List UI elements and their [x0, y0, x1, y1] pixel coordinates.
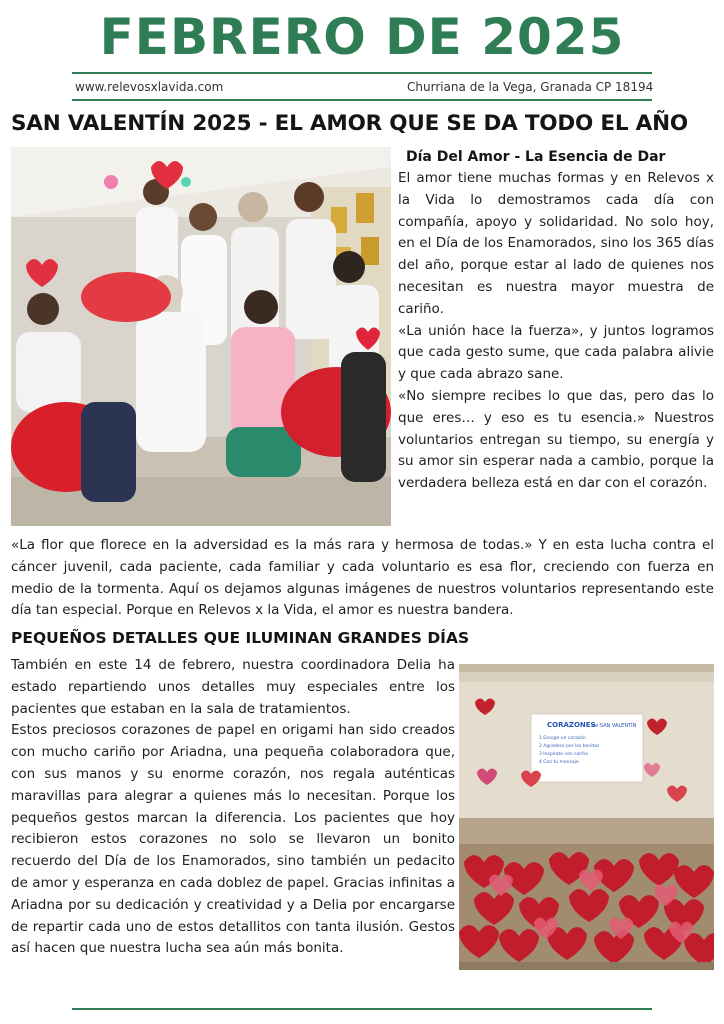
top-rule	[72, 72, 652, 74]
card-subtitle: de SAN VALENTÍN	[592, 723, 637, 729]
section-heading: PEQUEÑOS DETALLES QUE ILUMINAN GRANDES DÍAS	[11, 629, 470, 647]
card-line: 1 Escoge un corazón	[539, 736, 586, 741]
location-text: Churriana de la Vega, Granada CP 18194	[407, 80, 654, 94]
article-subheading: Día Del Amor - La Esencia de Dar	[406, 149, 666, 165]
article-full-width-text	[11, 535, 714, 622]
article-column-text	[398, 168, 714, 495]
paragraph: También en este 14 de febrero, nuestra coordinadora Delia ha estado repartiendo unos detalles muy especiales entre los pacientes que estaban en la sala de tratamientos.	[11, 657, 455, 717]
paragraph: Estos preciosos corazones de papel en origami han sido creados con mucho cariño por Ariadna, una pequeña colaboradora que, con sus manos y su enorme corazón, nos regala auténticas maravillas para alegrar a quienes más lo necesitan. Porque los pequeños gestos marcan la diferencia. Los pacientes que hoy recibieron estos corazones no solo se llevaron un bonito recuerdo del Día de los Enamorados, sino también un pedacito de amor y esperanza en cada doblez de papel. Gracias infinitas a Ariadna por su dedicación y creatividad y a Delia por encargarse de repartir cada uno de estos detallitos con tanta ilusión. Gestos así hacen que nuestra lucha sea aún más bonita.	[11, 722, 455, 957]
article-headline: SAN VALENTÍN 2025 - EL AMOR QUE SE DA TODO EL AÑO	[11, 111, 688, 136]
masthead-title: FEBRERO DE 2025	[99, 8, 625, 66]
card-title: CORAZONES	[547, 721, 596, 729]
paragraph: El amor tiene muchas formas y en Relevos x la Vida lo demostramos cada día con compañía, apoyo y solidaridad. No solo hoy, en el Día de los Enamorados, sino los 365 días del año, porque estar al lado de quienes nos necesitan es nuestra mayor muestra de cariño.	[398, 170, 714, 317]
card-line: 3 Inspírate con cariño	[539, 752, 588, 757]
website-link[interactable]: www.relevosxlavida.com	[75, 80, 224, 94]
section-text	[11, 655, 455, 960]
paragraph: «La unión hace la fuerza», y juntos logramos que cada gesto sume, que cada palabra alivie y que cada abrazo sane.	[398, 322, 714, 383]
volunteers-group-photo	[11, 147, 391, 526]
origami-hearts-photo	[459, 664, 714, 970]
card-line: 2 Agradece por los bonitos	[539, 744, 600, 749]
card-line: 4 Con tu mensaje	[539, 760, 579, 765]
header-bottom-rule	[72, 99, 652, 101]
footer-rule	[72, 1008, 652, 1010]
paragraph: «La flor que florece en la adversidad es la más rara y hermosa de todas.» Y en esta lucha contra el cáncer juvenil, cada paciente, cada familiar y cada voluntario es esa flor, creciendo con fuerza en medio de la tormenta. Aquí os dejamos algunas imágenes de nuestros voluntarios representando este día tan especial. Porque en Relevos x la Vida, el amor es nuestra bandera.	[11, 537, 714, 619]
paragraph: «No siempre recibes lo que das, pero das lo que eres… y eso es tu esencia.» Nuestros voluntarios entregan su tiempo, su energía y su amor sin esperar nada a cambio, porque la verdadera belleza está en dar con el corazón.	[398, 387, 714, 492]
